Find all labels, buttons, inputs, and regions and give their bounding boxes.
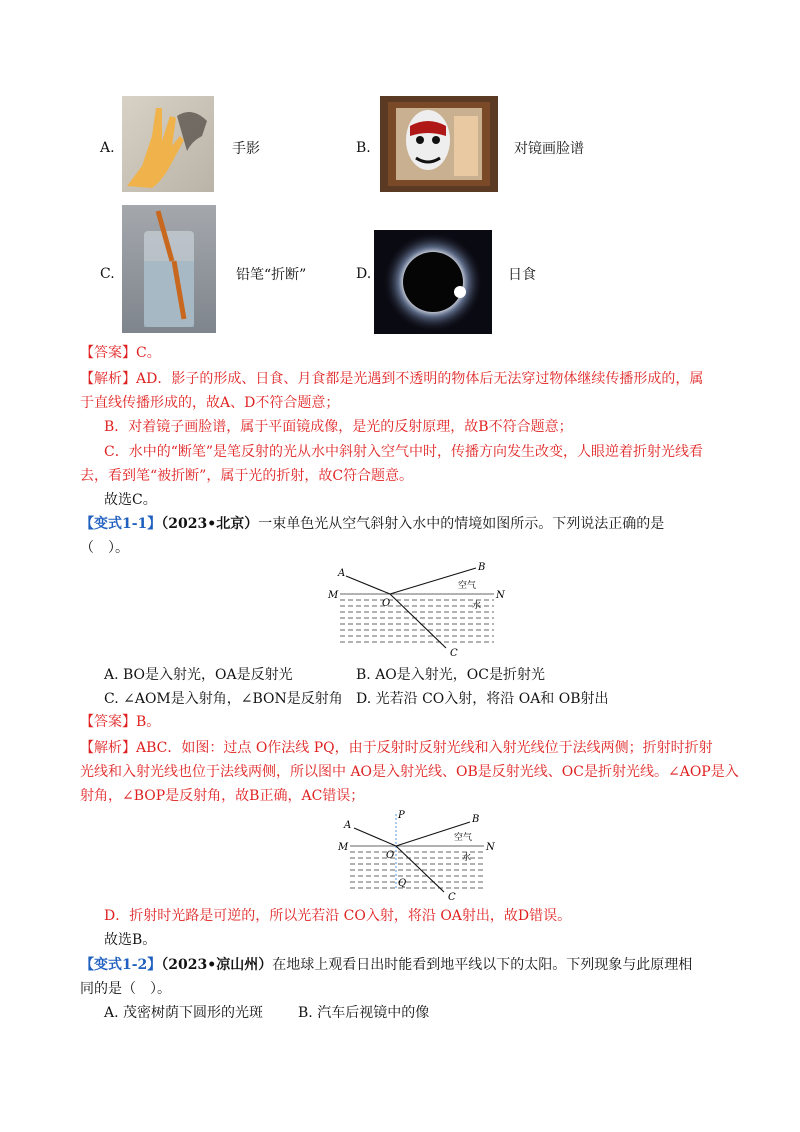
variant-1-1-option-b: B. AO是入射光，OC是折射光	[356, 667, 545, 683]
variant-1-1-blank: （ ）。	[80, 540, 129, 556]
variant-1-2-stem: 在地球上观看日出时能看到地平线以下的太阳。下列现象与此原理相	[272, 957, 693, 973]
variant-1-2-tag: 【变式1-2】	[80, 957, 162, 973]
variant-1-1-option-a: A. BO是入射光，OA是反射光	[104, 667, 293, 683]
refraction-diagram-1	[326, 560, 506, 660]
mirror-facepaint-image	[380, 96, 498, 192]
option-a-letter: A.	[100, 140, 115, 156]
fig2-label-water: 水	[462, 853, 472, 863]
hand-shadow-image	[122, 96, 214, 192]
fig1-label-water: 水	[472, 601, 482, 611]
variant-1-1-option-c: C. ∠AOM是入射角，∠BON是反射角	[104, 691, 343, 707]
option-d-caption: 日食	[508, 267, 536, 283]
fig1-label-air: 空气	[458, 581, 477, 591]
analysis-1-line2: 于直线传播形成的，故A、D不符合题意；	[80, 395, 340, 411]
analysis-2-line4: D．折射时光路是可逆的，所以光若沿 CO入射，将沿 OA射出，故D错误。	[104, 908, 572, 924]
fig1-label-a: A	[338, 568, 346, 579]
solar-eclipse-image	[374, 230, 492, 334]
fig1-label-n: N	[496, 590, 505, 601]
fig2-label-n: N	[486, 842, 495, 853]
option-b-caption: 对镜画脸谱	[514, 141, 584, 157]
analysis-1-tag: 【解析】	[80, 371, 136, 387]
fig2-label-p: P	[398, 810, 405, 821]
fig2-label-b: B	[472, 814, 480, 825]
variant-1-2-stem-continued: 同的是（ ）。	[80, 981, 171, 997]
fig2-label-a: A	[344, 820, 352, 831]
variant-1-1-tag: 【变式1-1】	[80, 516, 162, 532]
analysis-1-line4: C．水中的“断笔”是笔反射的光从水中斜射入空气中时，传播方向发生改变，人眼逆着折射光线看	[104, 444, 704, 460]
variant-1-2-option-b: B. 汽车后视镜中的像	[298, 1005, 430, 1021]
fig2-label-o: O	[386, 850, 395, 861]
analysis-1-line5: 去，看到笔“被折断”，属于光的折射，故C符合题意。	[80, 468, 414, 484]
analysis-2-line1: ABC．如图：过点 O作法线 PQ，由于反射时反射光线和入射光线位于法线两侧；折射时折射	[136, 740, 713, 756]
analysis-2-line2: 光线和入射光线也位于法线两侧，所以图中 AO是入射光线、OB是反射光线、OC是折射光线。∠AOP是入	[80, 764, 739, 780]
option-c-letter: C.	[100, 266, 115, 282]
analysis-1-line3: B．对着镜子画脸谱，属于平面镜成像，是光的反射原理，故B不符合题意；	[104, 419, 573, 435]
fig1-label-b: B	[478, 562, 486, 573]
analysis-2-line3: 射角，∠BOP是反射角，故B正确，AC错误；	[80, 788, 365, 804]
fig2-label-m: M	[338, 842, 349, 853]
analysis-2-conclusion: 故选B。	[104, 932, 157, 948]
answer-2: 【答案】B。	[80, 714, 161, 730]
answer-1: 【答案】C。	[80, 345, 161, 361]
variant-1-2-source: （2023•凉山州）	[161, 957, 273, 973]
option-d-letter: D.	[356, 266, 372, 282]
fig1-label-c: C	[450, 648, 458, 659]
fig2-label-q: Q	[398, 878, 407, 889]
option-b-letter: B.	[356, 140, 371, 156]
fig2-label-c: C	[448, 892, 456, 903]
fig1-label-o: O	[382, 598, 391, 609]
analysis-1-conclusion: 故选C。	[104, 492, 157, 508]
variant-1-2-option-a: A. 茂密树荫下圆形的光斑	[104, 1005, 264, 1021]
variant-1-1-source: （2023•北京）	[161, 516, 259, 532]
analysis-2-tag: 【解析】	[80, 740, 136, 756]
analysis-1-line1: AD．影子的形成、日食、月食都是光遇到不透明的物体后无法穿过物体继续传播形成的，属	[136, 371, 704, 387]
option-c-caption: 铅笔“折断”	[236, 267, 307, 283]
variant-1-1-stem: 一束单色光从空气斜射入水中的情境如图所示。下列说法正确的是	[258, 516, 665, 532]
pencil-glass-image	[122, 205, 216, 333]
refraction-diagram-2	[334, 806, 514, 904]
variant-1-1-option-d: D. 光若沿 CO入射，将沿 OA和 OB射出	[356, 691, 609, 707]
option-a-caption: 手影	[232, 141, 260, 157]
fig2-label-air: 空气	[454, 833, 473, 843]
fig1-label-m: M	[328, 590, 339, 601]
